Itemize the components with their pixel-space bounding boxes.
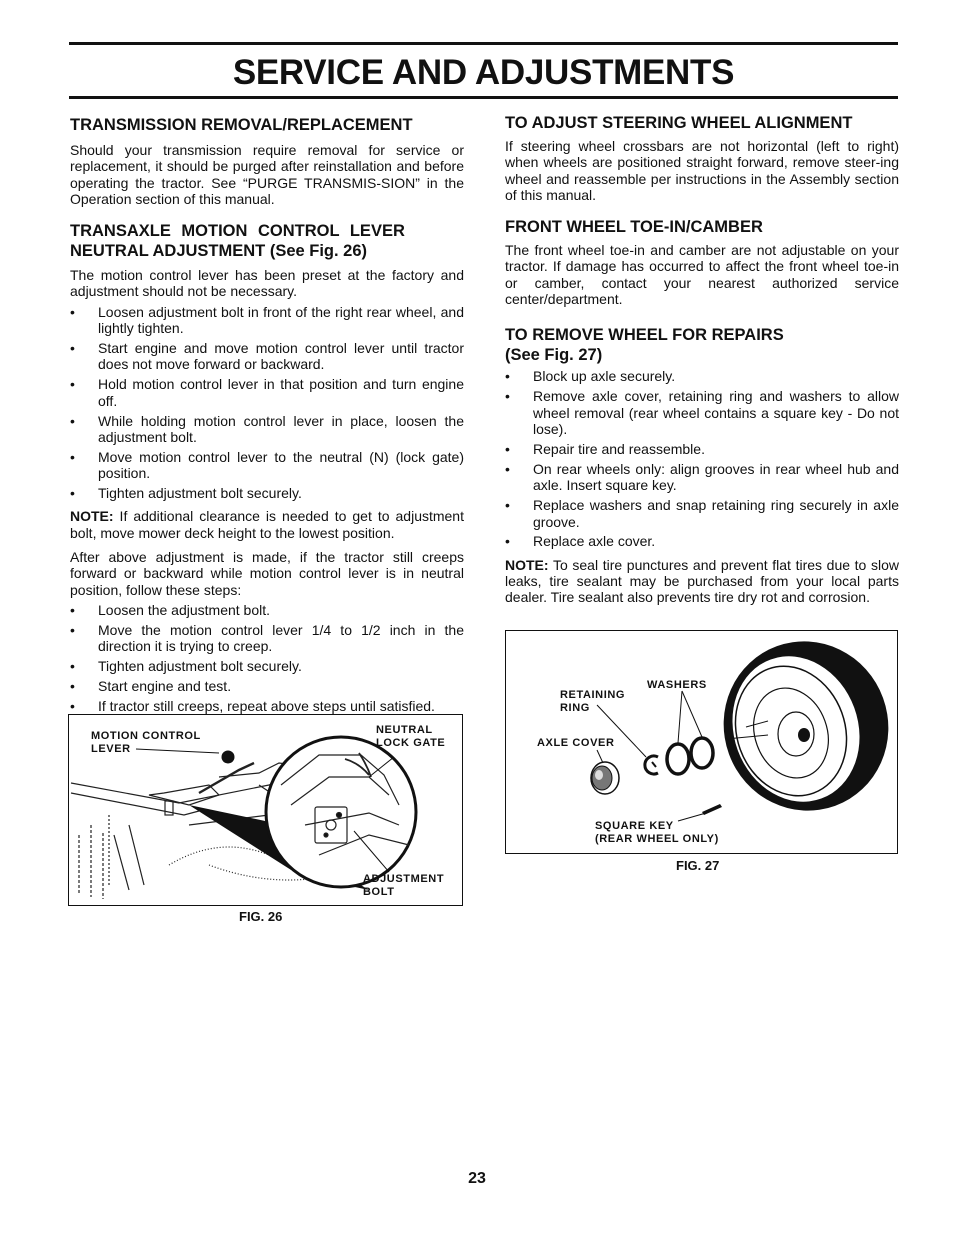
page-title-block bbox=[69, 42, 898, 99]
toe-in-camber-heading: FRONT WHEEL TOE-IN/CAMBER bbox=[505, 218, 763, 237]
motion-control-lever-label-line1: MOTION CONTROL bbox=[91, 730, 201, 742]
retaining-ring-label-line1: RETAINING bbox=[560, 689, 626, 701]
list-item: • While holding motion control lever in place, loosen the adjustment bolt. bbox=[70, 413, 464, 446]
list-item: • If tractor still creeps, repeat above steps until satisfied. bbox=[70, 698, 464, 714]
list-item: • Move motion control lever to the neutral (N) (lock gate) position. bbox=[70, 449, 464, 482]
left-column bbox=[70, 115, 464, 722]
right-column bbox=[505, 113, 899, 614]
list-item: • Replace washers and snap retaining ring securely in axle groove. bbox=[505, 497, 899, 530]
remove-wheel-heading bbox=[505, 325, 899, 365]
remove-wheel-heading-line1: TO REMOVE WHEEL FOR REPAIRS bbox=[505, 326, 784, 345]
remove-wheel-heading-line2: (See Fig. 27) bbox=[505, 346, 603, 365]
tire-sealant-note bbox=[505, 557, 899, 606]
list-item: • On rear wheels only: align grooves in rear wheel hub and axle. Insert square key. bbox=[505, 461, 899, 494]
steering-alignment-heading: TO ADJUST STEERING WHEEL ALIGNMENT bbox=[505, 114, 853, 132]
neutral-adjustment-steps bbox=[70, 304, 464, 502]
note-label: NOTE: bbox=[70, 508, 114, 525]
note-text: To seal tire punctures and prevent flat tires due to slow leaks, tire sealant may be purchased from your local parts dealer. Tire sealant also prevents tire dry rot and corrosion. bbox=[505, 556, 899, 606]
square-key-label-line2: (REAR WHEEL ONLY) bbox=[595, 833, 719, 845]
figure-27 bbox=[505, 630, 898, 854]
adjustment-bolt-label bbox=[363, 873, 444, 899]
clearance-note bbox=[70, 508, 464, 541]
list-item: • Tighten adjustment bolt securely. bbox=[70, 658, 464, 674]
axle-cover-label: AXLE COVER bbox=[537, 737, 615, 749]
figure-26-caption: FIG. 26 bbox=[239, 909, 283, 924]
list-item: • Move the motion control lever 1/4 to 1/2 inch in the direction it is trying to creep. bbox=[70, 622, 464, 655]
neutral-adjustment-heading-line2: NEUTRAL ADJUSTMENT (See Fig. 26) bbox=[70, 242, 368, 261]
list-item: • Block up axle securely. bbox=[505, 368, 899, 384]
adjustment-bolt-label-line1: ADJUSTMENT bbox=[363, 873, 445, 885]
square-key-label-line1: SQUARE KEY bbox=[595, 820, 674, 832]
list-item: • Loosen the adjustment bolt. bbox=[70, 602, 464, 618]
motion-control-lever-label bbox=[91, 730, 201, 756]
neutral-adjustment-heading-line1: TRANSAXLE MOTION CONTROL LEVER bbox=[70, 222, 405, 241]
neutral-lock-gate-label-line2: LOCK GATE bbox=[376, 737, 446, 749]
list-item: • Remove axle cover, retaining ring and washers to allow wheel removal (rear wheel contains a square key - Do not lose). bbox=[505, 388, 899, 437]
page-number: 23 bbox=[468, 1170, 486, 1187]
neutral-lock-gate-label bbox=[376, 724, 445, 750]
neutral-adjustment-heading bbox=[70, 221, 464, 261]
neutral-lock-gate-label-line1: NEUTRAL bbox=[376, 724, 433, 736]
transmission-heading: TRANSMISSION REMOVAL/REPLACEMENT bbox=[70, 116, 413, 134]
creep-steps bbox=[70, 602, 464, 715]
list-item: • Tighten adjustment bolt securely. bbox=[70, 485, 464, 501]
motion-control-lever-label-line2: LEVER bbox=[91, 743, 131, 755]
remove-wheel-steps bbox=[505, 368, 899, 549]
list-item: • Replace axle cover. bbox=[505, 533, 899, 549]
retaining-ring-label-line2: RING bbox=[560, 702, 590, 714]
note-label: NOTE: bbox=[505, 556, 549, 573]
figure-26 bbox=[68, 714, 463, 906]
neutral-adjustment-intro: The motion control lever has been preset at the factory and adjustment should not be necessary. bbox=[70, 267, 464, 300]
retaining-ring-label bbox=[560, 689, 625, 715]
list-item: • Repair tire and reassemble. bbox=[505, 441, 899, 457]
figure-27-caption: FIG. 27 bbox=[676, 858, 720, 873]
list-item: • Start engine and move motion control lever until tractor does not move forward or backward. bbox=[70, 340, 464, 373]
adjustment-bolt-label-line2: BOLT bbox=[363, 886, 395, 898]
list-item: • Loosen adjustment bolt in front of the right rear wheel, and lightly tighten. bbox=[70, 304, 464, 337]
square-key-label bbox=[595, 820, 719, 846]
note-text: If additional clearance is needed to get to adjustment bolt, move mower deck height to the lowest position. bbox=[70, 508, 464, 541]
list-item: • Start engine and test. bbox=[70, 678, 464, 694]
washers-label: WASHERS bbox=[647, 679, 707, 691]
page-title: SERVICE AND ADJUSTMENTS bbox=[232, 53, 735, 92]
toe-in-camber-body: The front wheel toe-in and camber are not adjustable on your tractor. If damage has occurred to affect the front wheel toe-in or camber, contact your nearest authorized service center/department. bbox=[505, 242, 899, 308]
list-item: • Hold motion control lever in that position and turn engine off. bbox=[70, 376, 464, 409]
steering-alignment-body: If steering wheel crossbars are not horizontal (left to right) when wheels are positioned straight forward, remove steer-ing wheel and reassemble per instructions in the Assembly section of this manual. bbox=[505, 138, 899, 203]
creep-intro: After above adjustment is made, if the tractor still creeps forward or backward while motion control lever is in neutral position, follow these steps: bbox=[70, 549, 464, 598]
transmission-body: Should your transmission require removal for service or replacement, it should be purged after reinstallation and before operating the tractor. See “PURGE TRANSMIS-SION” in the Operation section of this manual. bbox=[70, 142, 464, 207]
